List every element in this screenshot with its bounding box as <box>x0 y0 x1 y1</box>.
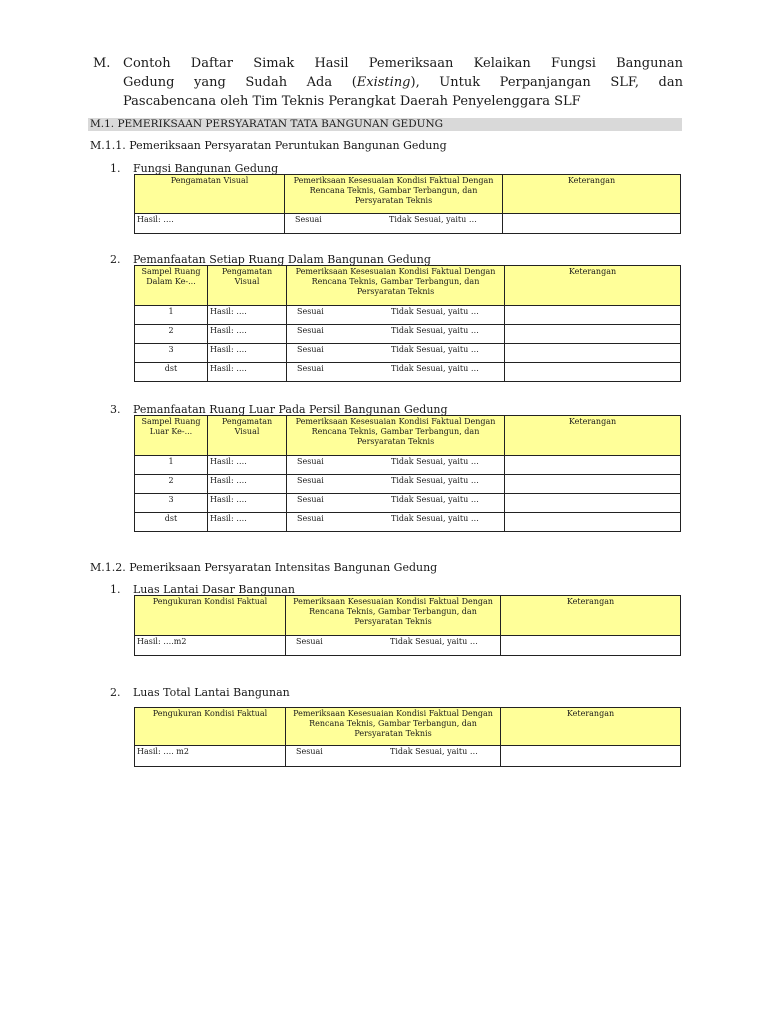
row-number: dst <box>135 363 208 382</box>
document-heading <box>93 54 683 111</box>
tidak-sesuai-label: Tidak Sesuai, yaitu … <box>391 514 479 523</box>
tidak-sesuai-label: Tidak Sesuai, yaitu … <box>391 364 479 373</box>
item-label: Pemanfaatan Setiap Ruang Dalam Bangunan Gedung <box>133 253 431 266</box>
heading-line-2a: Gedung yang Sudah Ada ( <box>123 75 357 90</box>
header-keterangan: Keterangan <box>501 708 681 746</box>
header-keterangan: Keterangan <box>501 596 681 636</box>
sesuai-label: Sesuai <box>297 495 324 504</box>
sesuai-label: Sesuai <box>297 345 324 354</box>
section-bar <box>88 118 682 131</box>
cell-keterangan <box>505 456 681 475</box>
item-label: Pemanfaatan Ruang Luar Pada Persil Bangunan Gedung <box>133 403 448 416</box>
cell-kesesuaian <box>286 746 501 767</box>
tidak-sesuai-label: Tidak Sesuai, yaitu … <box>391 495 479 504</box>
cell-kesesuaian <box>287 494 505 513</box>
tidak-sesuai-label: Tidak Sesuai, yaitu … <box>391 476 479 485</box>
sesuai-label: Sesuai <box>296 637 323 646</box>
cell-hasil: Hasil: …. <box>208 363 287 382</box>
header-pengamatan-visual: Pengamatan Visual <box>208 416 287 456</box>
cell-kesesuaian <box>287 475 505 494</box>
sesuai-label: Sesuai <box>297 457 324 466</box>
sesuai-label: Sesuai <box>297 476 324 485</box>
header-sampel: Sampel Ruang Dalam Ke-... <box>135 266 208 306</box>
header-pengamatan-visual: Pengamatan Visual <box>208 266 287 306</box>
item-label: Luas Lantai Dasar Bangunan <box>133 583 295 596</box>
cell-kesesuaian <box>287 456 505 475</box>
header-pengukuran: Pengukuran Kondisi Faktual <box>135 596 286 636</box>
cell-kesesuaian <box>287 363 505 382</box>
row-number: 1 <box>135 456 208 475</box>
heading-letter: M. <box>93 56 111 71</box>
cell-keterangan <box>501 636 681 656</box>
sesuai-label: Sesuai <box>297 307 324 316</box>
cell-kesesuaian <box>286 636 501 656</box>
header-keterangan: Keterangan <box>503 175 681 214</box>
cell-keterangan <box>505 363 681 382</box>
heading-line-2 <box>123 73 683 92</box>
row-number: 2 <box>135 325 208 344</box>
cell-hasil: Hasil: ….m2 <box>135 636 286 656</box>
header-sampel: Sampel Ruang Luar Ke-... <box>135 416 208 456</box>
item-number: 2. <box>110 686 121 699</box>
cell-hasil: Hasil: …. <box>208 306 287 325</box>
cell-keterangan <box>505 513 681 532</box>
sesuai-label: Sesuai <box>297 514 324 523</box>
header-pemeriksaan: Pemeriksaan Kesesuaian Kondisi Faktual Dengan Rencana Teknis, Gambar Terbangun, dan Persyaratan Teknis <box>286 596 501 636</box>
cell-keterangan <box>501 746 681 767</box>
heading-italic-existing: Existing <box>356 75 411 90</box>
row-number: dst <box>135 513 208 532</box>
tidak-sesuai-label: Tidak Sesuai, yaitu … <box>390 637 478 646</box>
cell-hasil: Hasil: …. m2 <box>135 746 286 767</box>
tidak-sesuai-label: Tidak Sesuai, yaitu … <box>389 215 477 224</box>
cell-hasil: Hasil: …. <box>208 325 287 344</box>
row-number: 2 <box>135 475 208 494</box>
sesuai-label: Sesuai <box>297 326 324 335</box>
cell-keterangan <box>503 214 681 234</box>
row-number: 1 <box>135 306 208 325</box>
header-pemeriksaan: Pemeriksaan Kesesuaian Kondisi Faktual Dengan Rencana Teknis, Gambar Terbangun, dan Persyaratan Teknis <box>287 266 505 306</box>
heading-line-3: Pascabencana oleh Tim Teknis Perangkat Daerah Penyelenggara SLF <box>123 94 581 109</box>
table-luas-total-lantai <box>134 707 681 767</box>
row-number: 3 <box>135 344 208 363</box>
subsection-title-1: M.1.1. Pemeriksaan Persyaratan Peruntukan Bangunan Gedung <box>90 139 447 152</box>
cell-hasil: Hasil: …. <box>208 513 287 532</box>
cell-hasil: Hasil: …. <box>135 214 285 234</box>
row-number: 3 <box>135 494 208 513</box>
header-pemeriksaan: Pemeriksaan Kesesuaian Kondisi Faktual Dengan Rencana Teknis, Gambar Terbangun, dan Persyaratan Teknis <box>286 708 501 746</box>
table-fungsi <box>134 174 681 234</box>
heading-line-2b: ), Untuk Perpanjangan SLF, dan <box>410 75 684 90</box>
item-label: Fungsi Bangunan Gedung <box>133 162 279 175</box>
cell-kesesuaian <box>287 306 505 325</box>
sesuai-label: Sesuai <box>296 747 323 756</box>
cell-kesesuaian <box>287 344 505 363</box>
tidak-sesuai-label: Tidak Sesuai, yaitu … <box>390 747 478 756</box>
section-bar-text: M.1. PEMERIKSAAN PERSYARATAN TATA BANGUNAN GEDUNG <box>90 118 444 130</box>
item-number: 2. <box>110 253 121 266</box>
item-label: Luas Total Lantai Bangunan <box>133 686 290 699</box>
item-title-luas-total-lantai <box>110 686 290 700</box>
header-pemeriksaan: Pemeriksaan Kesesuaian Kondisi Faktual Dengan Rencana Teknis, Gambar Terbangun, dan Persyaratan Teknis <box>287 416 505 456</box>
cell-hasil: Hasil: …. <box>208 344 287 363</box>
item-number: 3. <box>110 403 121 416</box>
cell-keterangan <box>505 306 681 325</box>
cell-keterangan <box>505 344 681 363</box>
table-ruang-luar <box>134 415 681 532</box>
heading-line-1: Contoh Daftar Simak Hasil Pemeriksaan Kelaikan Fungsi Bangunan <box>123 56 683 71</box>
tidak-sesuai-label: Tidak Sesuai, yaitu … <box>391 326 479 335</box>
header-keterangan: Keterangan <box>505 266 681 306</box>
cell-hasil: Hasil: …. <box>208 475 287 494</box>
tidak-sesuai-label: Tidak Sesuai, yaitu … <box>391 457 479 466</box>
table-luas-lantai-dasar <box>134 595 681 656</box>
item-number: 1. <box>110 583 121 596</box>
sesuai-label: Sesuai <box>297 364 324 373</box>
cell-kesesuaian <box>287 513 505 532</box>
sesuai-label: Sesuai <box>295 215 322 224</box>
cell-hasil: Hasil: …. <box>208 494 287 513</box>
tidak-sesuai-label: Tidak Sesuai, yaitu … <box>391 307 479 316</box>
cell-keterangan <box>505 325 681 344</box>
cell-keterangan <box>505 475 681 494</box>
tidak-sesuai-label: Tidak Sesuai, yaitu … <box>391 345 479 354</box>
header-pemeriksaan: Pemeriksaan Kesesuaian Kondisi Faktual Dengan Rencana Teknis, Gambar Terbangun, dan Persyaratan Teknis <box>285 175 503 214</box>
header-keterangan: Keterangan <box>505 416 681 456</box>
cell-kesesuaian <box>285 214 503 234</box>
subsection-title-2: M.1.2. Pemeriksaan Persyaratan Intensitas Bangunan Gedung <box>90 561 438 574</box>
cell-keterangan <box>505 494 681 513</box>
table-ruang-dalam <box>134 265 681 382</box>
cell-hasil: Hasil: …. <box>208 456 287 475</box>
header-pengukuran: Pengukuran Kondisi Faktual <box>135 708 286 746</box>
header-pengamatan-visual: Pengamatan Visual <box>135 175 285 214</box>
item-number: 1. <box>110 162 121 175</box>
heading-text <box>123 54 683 111</box>
cell-kesesuaian <box>287 325 505 344</box>
